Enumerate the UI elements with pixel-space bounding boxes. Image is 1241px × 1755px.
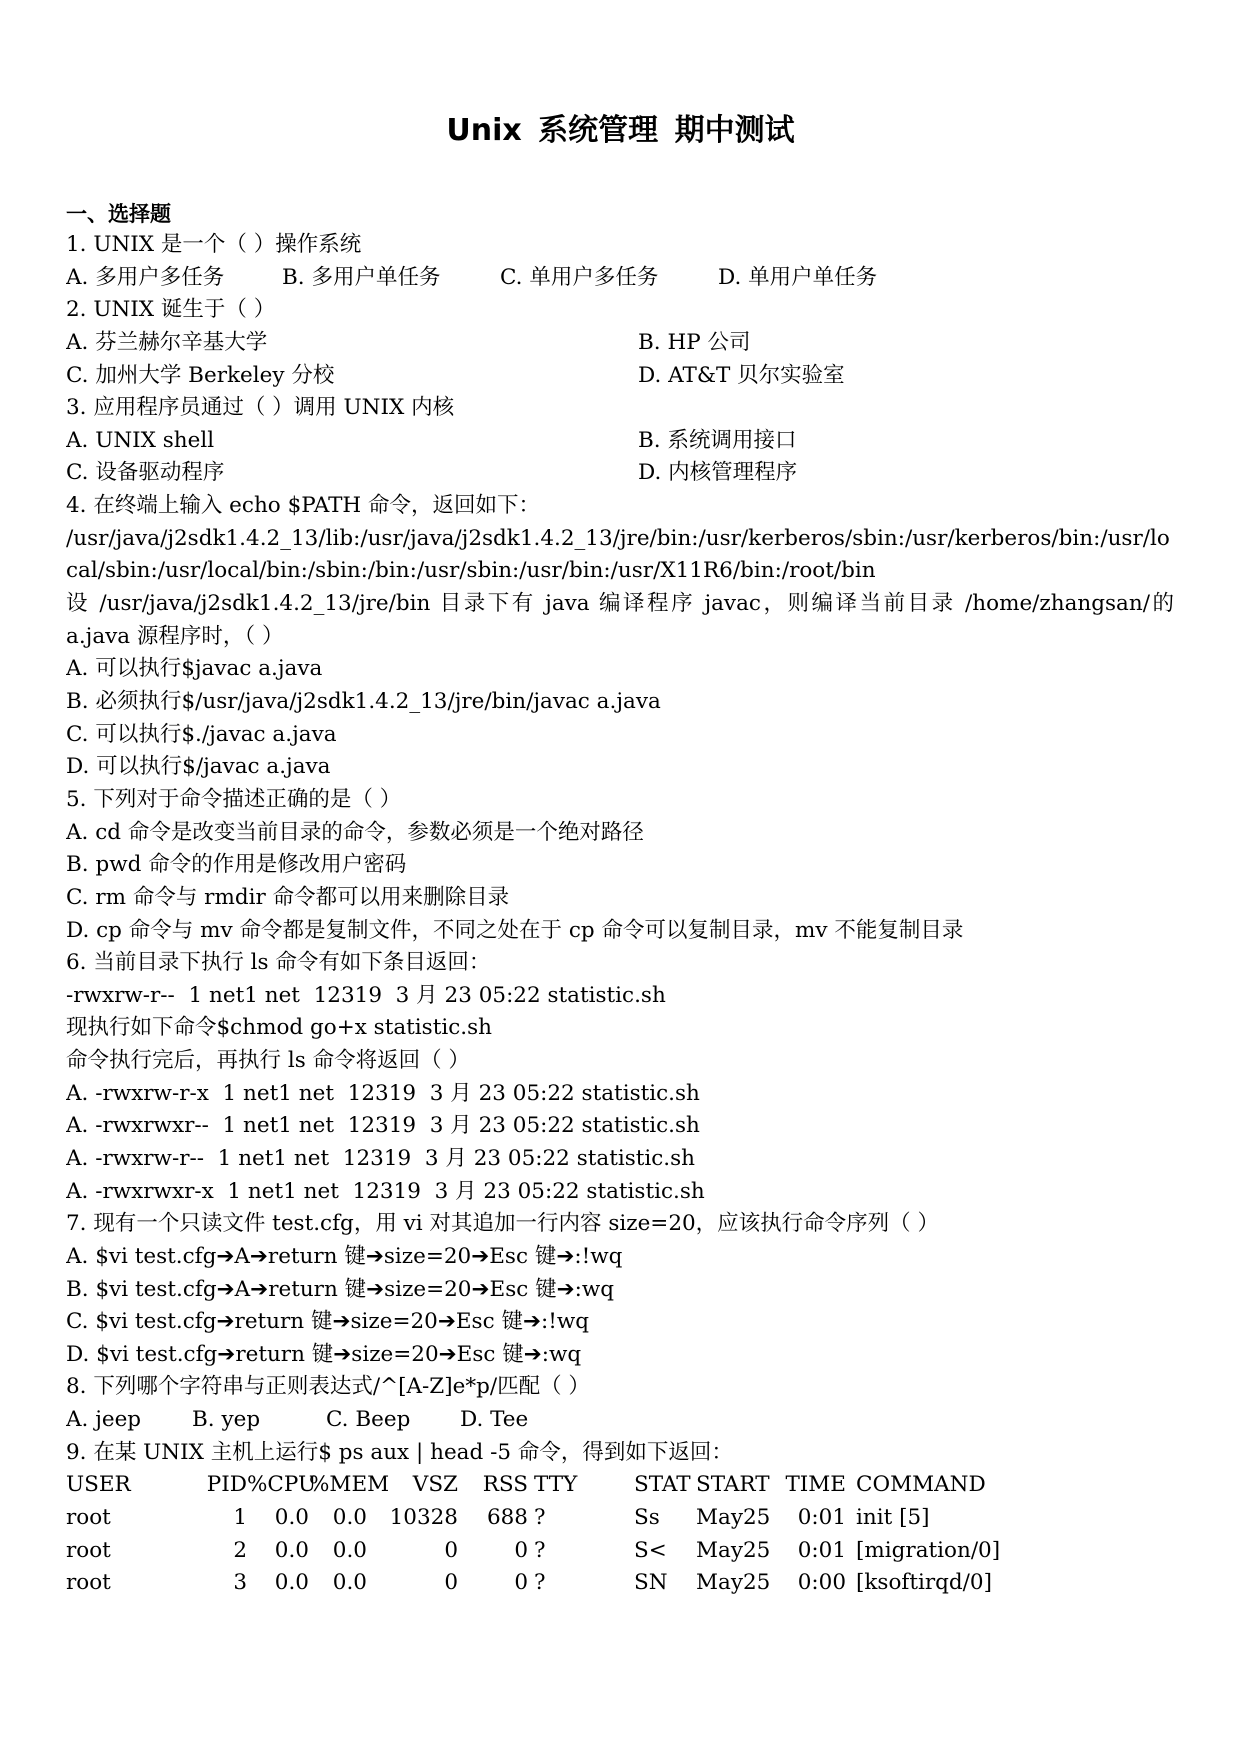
ps-cell: 1 <box>233 1505 247 1531</box>
path-output: /usr/java/j2sdk1.4.2_13/lib:/usr/java/j2sdk1.4.2_13/jre/bin:/usr/kerberos/sbin:/usr/kerberos/bin:/usr/local/sbin:/usr/local/bin:/sbin:/bin:/usr/sbin:/usr/bin:/usr/X11R6/bin:/root/bin <box>66 525 1170 584</box>
ps-cell: May25 <box>696 1570 771 1596</box>
ps-cell: S< <box>634 1537 667 1563</box>
question-list <box>66 229 1174 1600</box>
ps-cell: SN <box>634 1570 668 1596</box>
option: C. 可以执行$./javac a.java <box>66 721 337 747</box>
ps-cell: 0 <box>444 1570 458 1596</box>
option: D. 单用户单任务 <box>718 264 878 290</box>
option: D. $vi test.cfg➔return 键➔size=20➔Esc 键➔:wq <box>66 1341 582 1367</box>
option: D. AT&T 贝尔实验室 <box>638 362 845 388</box>
question-4-stem: 4. 在终端上输入 echo $PATH 命令，返回如下： <box>66 493 541 519</box>
ps-cell: 688 <box>486 1505 528 1531</box>
option: A. 可以执行$javac a.java <box>66 656 323 682</box>
ps-cell: 0 <box>514 1537 528 1563</box>
question-2-stem: 2. UNIX 诞生于（ ） <box>66 297 276 323</box>
option: C. $vi test.cfg➔return 键➔size=20➔Esc 键➔:!wq <box>66 1309 590 1335</box>
ps-col-user: USER <box>66 1472 131 1498</box>
option: A. 多用户多任务 <box>66 264 225 290</box>
ps-cell: [migration/0] <box>856 1537 1001 1563</box>
question-8-stem: 8. 下列哪个字符串与正则表达式/^[A-Z]e*p/匹配（ ） <box>66 1374 590 1400</box>
ps-cell: root <box>66 1505 111 1531</box>
option: A. 芬兰赫尔辛基大学 <box>66 329 268 355</box>
ps-cell: [ksoftirqd/0] <box>856 1570 992 1596</box>
option: B. yep <box>192 1407 261 1433</box>
option: B. 系统调用接口 <box>638 427 797 453</box>
ps-col-stat: STAT <box>634 1472 691 1498</box>
section-heading: 一、选择题 <box>66 202 171 226</box>
option: A. UNIX shell <box>66 427 215 453</box>
option: C. 设备驱动程序 <box>66 460 225 486</box>
question-4-context: 设 /usr/java/j2sdk1.4.2_13/jre/bin 目录下有 java 编译程序 javac，则编译当前目录 /home/zhangsan/的 a.java 源程序时，（ ） <box>66 591 1174 649</box>
ps-col-tty: TTY <box>534 1472 578 1498</box>
question-3-options-row <box>66 425 1174 458</box>
option: A. jeep <box>66 1407 142 1433</box>
question-2-options-row <box>66 360 1174 393</box>
ps-cell: 0.0 <box>332 1505 367 1531</box>
chmod-command: 现执行如下命令$chmod go+x statistic.sh <box>66 1015 492 1041</box>
option: C. 单用户多任务 <box>500 264 659 290</box>
option: C. rm 命令与 rmdir 命令都可以用来删除目录 <box>66 884 510 910</box>
ps-cell: 0:01 <box>797 1505 846 1531</box>
page-title: Unix 系统管理 期中测试 <box>446 113 795 148</box>
question-5-stem: 5. 下列对于命令描述正确的是（ ） <box>66 786 402 812</box>
ps-cell: ? <box>534 1570 546 1596</box>
ps-col-pid: PID <box>206 1472 247 1498</box>
question-6-stem: 6. 当前目录下执行 ls 命令有如下条目返回： <box>66 950 491 976</box>
option: B. 必须执行$/usr/java/j2sdk1.4.2_13/jre/bin/javac a.java <box>66 689 661 715</box>
option: A. -rwxrw-r-x 1 net1 net 12319 3 月 23 05:22 statistic.sh <box>66 1080 700 1106</box>
option: C. 加州大学 Berkeley 分校 <box>66 362 335 388</box>
ps-cell: 0.0 <box>332 1570 367 1596</box>
question-3-options-row <box>66 457 1174 490</box>
ps-col-rss: RSS <box>482 1472 528 1498</box>
option: A. cd 命令是改变当前目录的命令，参数必须是一个绝对路径 <box>66 819 644 845</box>
ps-cell: 0.0 <box>274 1537 309 1563</box>
ps-header-row <box>66 1469 1174 1502</box>
ps-cell: init [5] <box>856 1505 930 1531</box>
question-1-options <box>66 262 1174 295</box>
ps-cell: 0.0 <box>332 1537 367 1563</box>
option: B. $vi test.cfg➔A➔return 键➔size=20➔Esc 键➔:wq <box>66 1276 615 1302</box>
ps-cell: May25 <box>696 1537 771 1563</box>
ps-row <box>66 1535 1174 1568</box>
ps-cell: 0 <box>444 1537 458 1563</box>
question-1-stem: 1. UNIX 是一个（ ）操作系统 <box>66 232 362 257</box>
ps-cell: ? <box>534 1505 546 1531</box>
ps-cell: May25 <box>696 1505 771 1531</box>
question-2-options-row <box>66 327 1174 360</box>
ps-cell: root <box>66 1537 111 1563</box>
ps-col-mem: %MEM <box>309 1472 390 1498</box>
option: A. -rwxrw-r-- 1 net1 net 12319 3 月 23 05:22 statistic.sh <box>66 1146 696 1171</box>
ls-listing: -rwxrw-r-- 1 net1 net 12319 3 月 23 05:22 statistic.sh <box>66 982 666 1008</box>
ps-col-start: START <box>696 1472 770 1498</box>
option: D. Tee <box>460 1407 529 1433</box>
ps-col-time: TIME <box>785 1472 846 1498</box>
option: A. $vi test.cfg➔A➔return 键➔size=20➔Esc 键➔:!wq <box>66 1243 623 1269</box>
option: C. Beep <box>326 1407 411 1433</box>
question-3-stem: 3. 应用程序员通过（ ）调用 UNIX 内核 <box>66 395 455 421</box>
ps-col-cpu: %CPU <box>247 1472 317 1498</box>
ps-cell: 3 <box>233 1570 247 1596</box>
ps-cell: root <box>66 1570 111 1596</box>
question-6-prompt: 命令执行完后，再执行 ls 命令将返回（ ） <box>66 1048 470 1074</box>
option: B. HP 公司 <box>638 329 751 355</box>
option: B. 多用户单任务 <box>282 264 441 290</box>
question-9-stem: 9. 在某 UNIX 主机上运行$ ps aux | head -5 命令，得到如下返回： <box>66 1439 733 1465</box>
option: B. pwd 命令的作用是修改用户密码 <box>66 852 407 878</box>
ps-cell: ? <box>534 1537 546 1563</box>
question-7-stem: 7. 现有一个只读文件 test.cfg，用 vi 对其追加一行内容 size=20，应该执行命令序列（ ） <box>66 1211 940 1237</box>
question-8-options <box>66 1404 1174 1437</box>
ps-row <box>66 1567 1174 1600</box>
ps-cell: 0.0 <box>274 1570 309 1596</box>
ps-cell: 0:01 <box>797 1537 846 1563</box>
ps-col-vsz: VSZ <box>412 1472 458 1498</box>
ps-row <box>66 1502 1174 1535</box>
ps-col-command: COMMAND <box>856 1472 986 1498</box>
ps-cell: 0:00 <box>797 1570 846 1596</box>
ps-cell: 0.0 <box>274 1505 309 1531</box>
option: D. cp 命令与 mv 命令都是复制文件，不同之处在于 cp 命令可以复制目录，mv 不能复制目录 <box>66 917 964 943</box>
ps-cell: Ss <box>634 1505 660 1531</box>
option: D. 内核管理程序 <box>638 460 798 486</box>
option: A. -rwxrwxr-x 1 net1 net 12319 3 月 23 05:22 statistic.sh <box>66 1178 705 1204</box>
ps-cell: 2 <box>233 1537 247 1563</box>
ps-cell: 10328 <box>389 1505 458 1531</box>
option: D. 可以执行$/javac a.java <box>66 754 331 780</box>
option: A. -rwxrwxr-- 1 net1 net 12319 3 月 23 05:22 statistic.sh <box>66 1113 700 1139</box>
ps-cell: 0 <box>514 1570 528 1596</box>
